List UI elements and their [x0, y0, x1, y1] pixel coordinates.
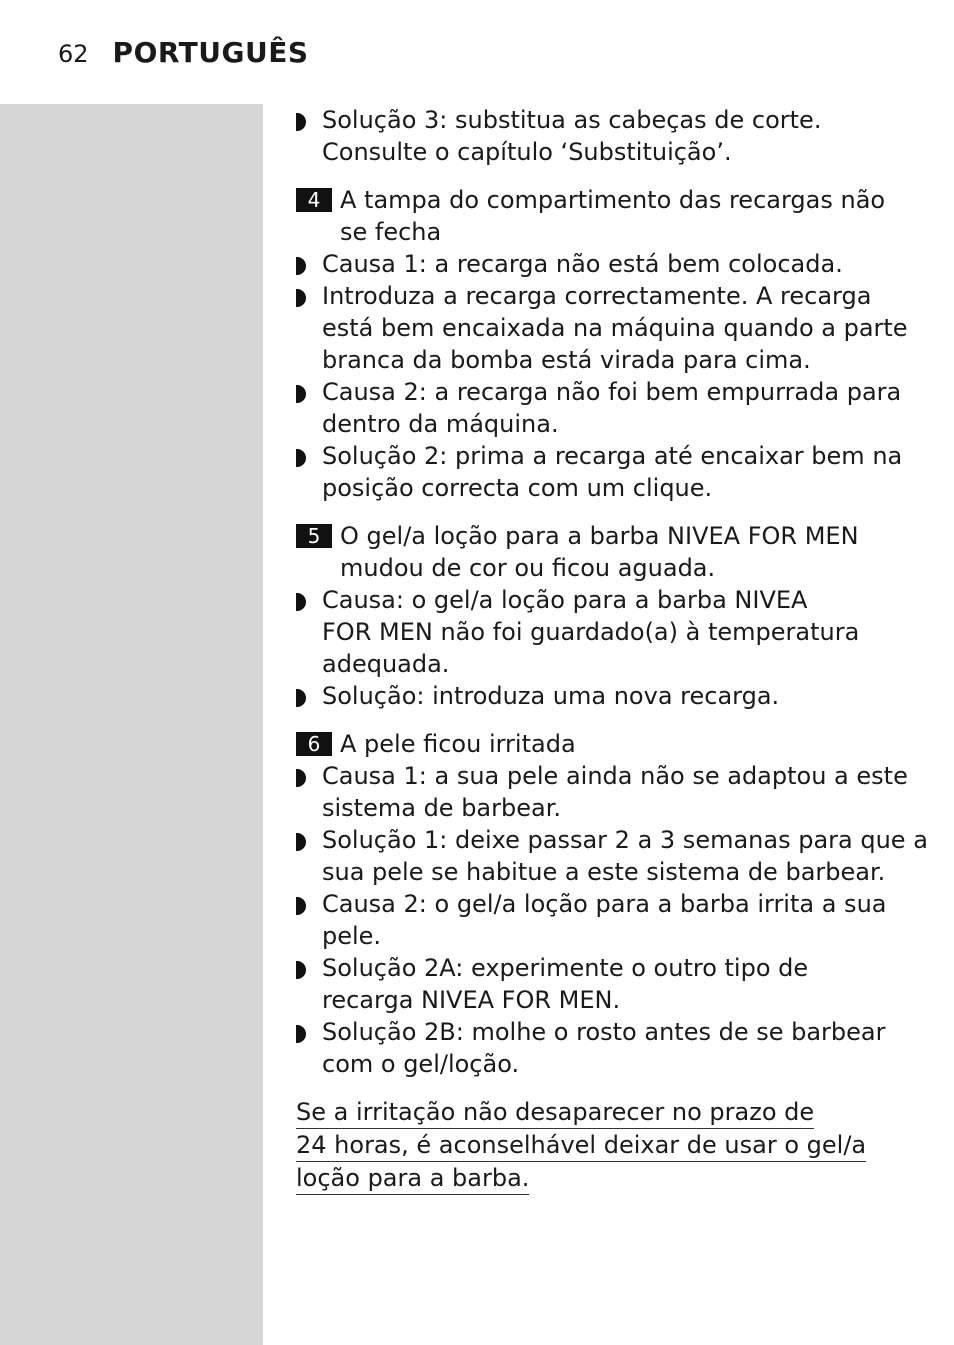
bullet-item: Solução 3: substitua as cabeças de corte. Consulte o capítulo ‘Substituição’.: [296, 104, 906, 168]
bullet-item: Solução 2: prima a recarga até encaixar bem na posição correcta com um clique.: [296, 440, 906, 504]
step-number-badge: 5: [296, 524, 332, 548]
bullet-item: Causa 2: o gel/a loção para a barba irrita a sua pele.: [296, 888, 906, 952]
warning-note: Se a irritação não desaparecer no prazo de 24 horas, é aconselhável deixar de usar o gel/a loção para a barba.: [296, 1096, 906, 1195]
bullet-item: Solução 1: deixe passar 2 a 3 semanas para que a sua pele se habitue a este sistema de barbear.: [296, 824, 906, 888]
step-4-heading: 4 A tampa do compartimento das recargas não se fecha: [296, 184, 906, 248]
bullet-item: Solução 2B: molhe o rosto antes de se barbear com o gel/loção.: [296, 1016, 906, 1080]
language-heading: PORTUGUÊS: [112, 36, 309, 69]
bullet-item: Solução 2A: experimente o outro tipo de recarga NIVEA FOR MEN.: [296, 952, 906, 1016]
step-number-badge: 4: [296, 188, 332, 212]
bullet-item: Solução: introduza uma nova recarga.: [296, 680, 906, 712]
bullet-item: Causa 1: a recarga não está bem colocada.: [296, 248, 906, 280]
bullet-item: Introduza a recarga correctamente. A recarga está bem encaixada na máquina quando a parte branca da bomba está virada para cima.: [296, 280, 906, 376]
page-header: [58, 36, 309, 72]
step-number-badge: 6: [296, 732, 332, 756]
step-5-heading: 5 O gel/a loção para a barba NIVEA FOR MEN mudou de cor ou ficou aguada.: [296, 520, 906, 584]
bullet-item: Causa 1: a sua pele ainda não se adaptou a este sistema de barbear.: [296, 760, 906, 824]
page-number: 62: [58, 40, 89, 68]
main-content: [296, 104, 928, 1195]
left-margin-panel: [0, 104, 263, 1345]
bullet-icon: [296, 681, 306, 718]
bullet-item: Causa: o gel/a loção para a barba NIVEA FOR MEN não foi guardado(a) à temperatura adequada.: [296, 584, 906, 680]
bullet-item: Causa 2: a recarga não foi bem empurrada para dentro da máquina.: [296, 376, 906, 440]
step-6-heading: 6 A pele ficou irritada: [296, 728, 906, 760]
